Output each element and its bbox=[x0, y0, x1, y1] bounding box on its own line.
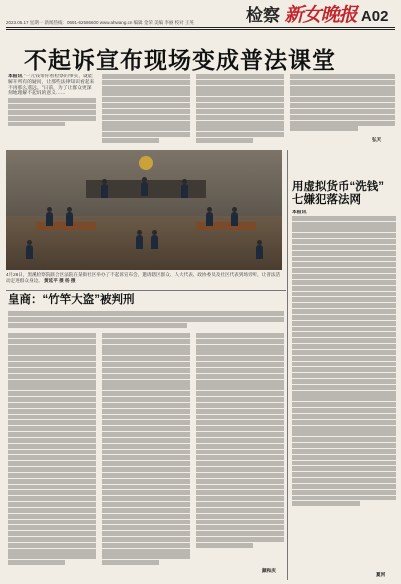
story3-top-rule bbox=[6, 290, 286, 291]
courtroom-photo bbox=[6, 150, 282, 270]
story1-lead bbox=[8, 74, 96, 97]
story2-headline bbox=[292, 181, 398, 207]
photo-caption bbox=[6, 272, 282, 283]
story2-headline-line2: 七嫌犯落法网 bbox=[292, 194, 361, 206]
story2-credit: 夏河 bbox=[376, 572, 386, 577]
story1-byline: 本报讯 bbox=[8, 74, 23, 79]
story3-column-2 bbox=[102, 333, 190, 578]
page-number: A02 bbox=[360, 8, 389, 25]
story2-headline-line1: 用虚拟货币“洗钱” bbox=[292, 181, 384, 193]
story1-column-2 bbox=[102, 74, 190, 148]
story2-byline: 本报讯 bbox=[292, 210, 307, 215]
masthead bbox=[246, 0, 388, 27]
column-divider-lower bbox=[287, 290, 288, 580]
photo-caption-text: 4月26日，黑溪检察院联合区法院在某街社区举办了不起诉宣布会，邀请辖区群众、人大代表、政协委员及社区代表到场旁听，让普法活动走进群众身边。 bbox=[6, 272, 281, 283]
column-divider bbox=[287, 150, 288, 290]
court-emblem-icon bbox=[139, 156, 153, 170]
story1-column-4 bbox=[290, 74, 395, 136]
story1-lead-text: "一元钱带你看检察的事实，就能解开所有的疑问，让那些法律知识看起来不再那么遥远。"日前，为了让群众更深刻地理解不起诉的意义…… bbox=[8, 74, 95, 97]
story3-credit: 颜和庆 bbox=[262, 568, 276, 573]
story1-column-1 bbox=[8, 74, 96, 148]
story3-lead bbox=[8, 311, 284, 329]
story3-column-1 bbox=[8, 333, 96, 578]
photo-credit: 黄延平 摄 杨 摄 bbox=[44, 277, 76, 283]
story1-credit: 弘天 bbox=[372, 137, 382, 142]
header-rule-thin bbox=[6, 29, 395, 30]
section-name: 检察 bbox=[246, 6, 280, 25]
story3-headline: 皇商：“竹竿大盗”被判刑 bbox=[8, 294, 135, 306]
story2-column bbox=[292, 210, 396, 576]
newspaper-logo: 新女晚报 bbox=[284, 5, 357, 26]
story1-column-3 bbox=[196, 74, 284, 148]
header-rule bbox=[6, 27, 395, 28]
story3-column-3 bbox=[196, 333, 284, 565]
header-info-line: 2023.05.17 星期一 新闻热线：0591-62586600 www.ahwang.cn 编辑 金荣 美编 李丽 校对 王英 bbox=[6, 20, 194, 25]
main-headline: 不起诉宣布现场变成普法课堂 bbox=[24, 47, 336, 73]
